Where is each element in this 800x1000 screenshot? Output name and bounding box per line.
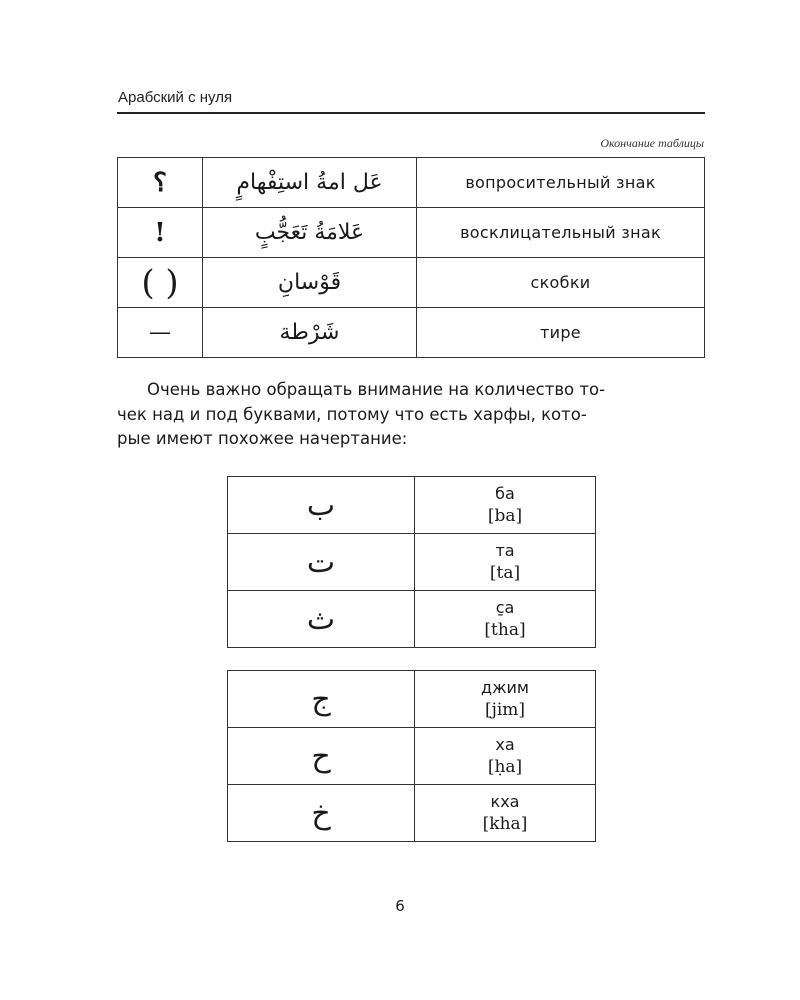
punct-arabic: عَل امةُ استِفْهامٍ (203, 158, 417, 208)
arabic-letter: ت (228, 534, 415, 591)
arabic-letter: ب (228, 477, 415, 534)
letter-transliteration: [tha] (484, 620, 526, 640)
letter-name: джим (481, 678, 529, 697)
running-head: Арабский с нуля (118, 89, 233, 106)
punct-symbol: ! (118, 208, 203, 258)
page-number: 6 (395, 897, 405, 915)
letter-name: кха (490, 792, 520, 811)
letter-transliteration: [ḥa] (487, 757, 523, 777)
paragraph-line: Очень важно обращать внимание на количество то- (147, 380, 606, 399)
table-caption: Окончание таблицы (600, 136, 704, 150)
table-row (118, 258, 705, 308)
paragraph-line: рые имеют похожее начертание: (117, 429, 408, 448)
letter-transliteration: [jim] (484, 700, 526, 720)
letter-name-cell (415, 728, 596, 785)
table-row (228, 671, 596, 728)
arabic-letter: ج (228, 671, 415, 728)
arabic-letter: ث (228, 591, 415, 648)
letter-name-cell (415, 477, 596, 534)
letters-table-ba-ta-tha (227, 476, 596, 648)
letter-name: та (495, 541, 515, 560)
punct-symbol: ( ) (118, 258, 203, 308)
table-row (118, 208, 705, 258)
table-row (118, 308, 705, 358)
letter-transliteration: [kha] (482, 814, 528, 834)
table-row (228, 591, 596, 648)
letter-name-cell (415, 591, 596, 648)
letter-name: с̱а (495, 598, 515, 617)
arabic-letter: ح (228, 728, 415, 785)
letter-transliteration: [ba] (487, 506, 523, 526)
table-row (228, 534, 596, 591)
paragraph-line: чек над и под буквами, потому что есть харфы, кото- (117, 404, 587, 424)
table-row (228, 785, 596, 842)
letter-name-cell (415, 671, 596, 728)
arabic-letter: خ (228, 785, 415, 842)
letters-table-jim-ha-kha (227, 670, 596, 842)
punct-russian: вопросительный знак (417, 158, 705, 208)
table-row (118, 158, 705, 208)
letter-name-cell (415, 534, 596, 591)
punct-russian: скобки (417, 258, 705, 308)
body-paragraph (117, 378, 705, 452)
letter-name-cell (415, 785, 596, 842)
punctuation-table (117, 157, 705, 358)
letter-name: ха (495, 735, 515, 754)
letter-transliteration: [ta] (489, 563, 521, 583)
punct-arabic: شَرْطة (203, 308, 417, 358)
letter-name: ба (495, 484, 515, 503)
punct-russian: восклицательный знак (417, 208, 705, 258)
punct-arabic: قَوْسانِ (203, 258, 417, 308)
punct-russian: тире (417, 308, 705, 358)
punct-arabic: عَلامَةُ تَعَجُّبٍ (203, 208, 417, 258)
table-row (228, 477, 596, 534)
table-row (228, 728, 596, 785)
header-rule (117, 112, 705, 114)
punct-symbol: — (118, 308, 203, 358)
punct-symbol: ؟ (118, 158, 203, 208)
